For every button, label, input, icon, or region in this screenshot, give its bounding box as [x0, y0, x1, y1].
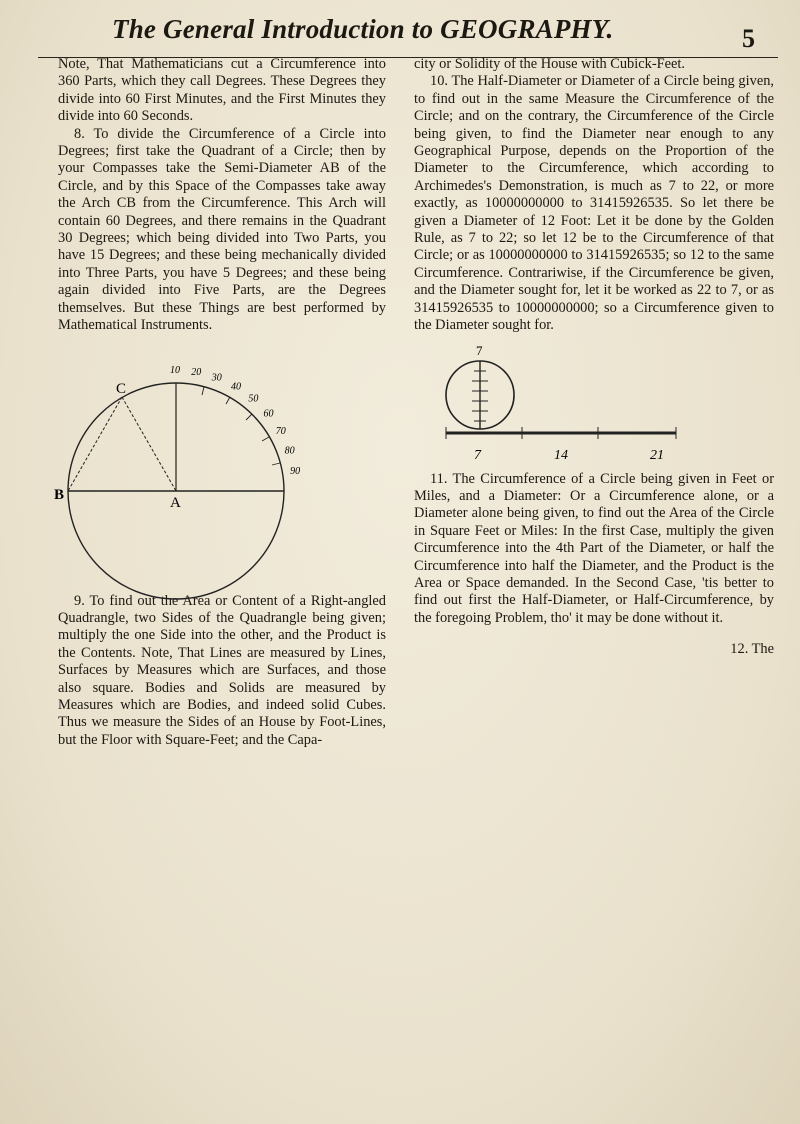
label-b: B — [54, 486, 65, 503]
circle-diameter-figure — [414, 343, 774, 465]
degree-tick-label: 40 — [231, 380, 241, 392]
degree-tick-label: 30 — [211, 371, 222, 383]
section-10-paragraph: 10. The Half-Diameter or Diameter of a Circle being given, to find out in the same Measure the Circumference of the Circle; and on the contrary, the Circumference of the Circle being given, to find the Diameter near enough to any Geographical Purpose, depends on the Proportion of the Diameter to the Circumference, which according to Archimedes's Demonstration, is much as 7 to 22, or more exactly, as 10000000000 to 31415926535. So let there be given a Diameter of 12 Foot: Let it be done by the Golden Rule, as 7 to 22; so let 12 be to the Circumference of that Circle; or as 10000000000 to 31415926535; so 12 to the same Circumference. Contrariwise, if the Circumference be given, and the Diameter sought for, let it be worked as 22 to 7, or as 31415926535 to 10000000000; so a Circumference given to the Diameter sought for. — [414, 73, 774, 334]
quadrant-figure — [54, 341, 386, 589]
quadrant-diagram — [54, 341, 386, 589]
section-9-paragraph: 9. To find out the Area or Content of a Right-angled Quadrangle, two Sides of the Quadrangle being given; multiply the one Side into the other, and the Product is the Contents. Note, That Lines are measured by Lines, Surfaces by Measures which are Surfaces, and those also square. Bodies and Solids are measured by Measures which are Bodies, and indeed solid Cubes. Thus we measure the Sides of an House by Foot-Lines, but the Floor with Square-Feet; and the Capa- — [58, 592, 386, 748]
running-title: The General Introduction to GEOGRAPHY. — [112, 14, 614, 44]
label-bottom-7: 7 — [474, 447, 481, 463]
section-11-paragraph: 11. The Circumference of a Circle being given in Feet or Miles, and a Diameter: Or a Circumference alone, or a Diameter alone being given, to find out the Area of the Circle in Square Feet or Miles: In the first Case, multiply the given Circumference into the 4th Part of the Diameter, or half the Circumference into half the Diameter, and the Product is the Area or Space demanded. In the Second Case, 'tis better to find out first the Half-Diameter, or Half-Circumference, by the foregoing Problem, tho' it may be done without it. — [414, 470, 774, 626]
degree-tick-label: 50 — [248, 393, 259, 404]
left-column — [54, 56, 386, 749]
label-bottom-21: 21 — [650, 447, 664, 463]
label-c: C — [116, 380, 127, 397]
degree-tick-label: 90 — [290, 465, 301, 477]
degree-tick-label: 10 — [170, 364, 180, 376]
label-top-7: 7 — [476, 342, 483, 358]
page-number: 5 — [742, 24, 755, 53]
note-paragraph: Note, That Mathematicians cut a Circumference into 360 Parts, which they call Degrees. These Degrees they divide into 60 First Minutes, and the First Minutes they divide into 60 Seconds. — [58, 56, 386, 125]
label-bottom-14: 14 — [554, 447, 568, 463]
degree-tick-label: 60 — [263, 408, 274, 420]
section-8-paragraph: 8. To divide the Circumference of a Circle into Degrees; first take the Quadrant of a Circle; then by your Compasses take the Semi-Diameter AB of the Circle, and by this Space of the Compasses take away the Arch CB from the Circumference. This Arch will contain 60 Degrees, and there remains in the Quadrant 30 Degrees; which being divided into Two Parts, you have 15 Degrees; and these being mechanically divided into Three Parts, you have 5 Degrees; and these being again divided into Five Parts, are the Degrees themselves. But these Things are best performed by Mathematical Instruments. — [58, 125, 386, 334]
label-a: A — [170, 494, 181, 511]
degree-tick-label: 80 — [284, 444, 295, 456]
degree-tick-label: 70 — [275, 425, 286, 437]
continuation-paragraph: city or Solidity of the House with Cubick-Feet. — [414, 56, 685, 72]
catchword: 12. The — [730, 641, 774, 658]
degree-tick-label: 20 — [191, 366, 202, 378]
circle-diagram — [414, 343, 774, 465]
right-column — [414, 56, 774, 659]
page-header — [0, 10, 800, 53]
